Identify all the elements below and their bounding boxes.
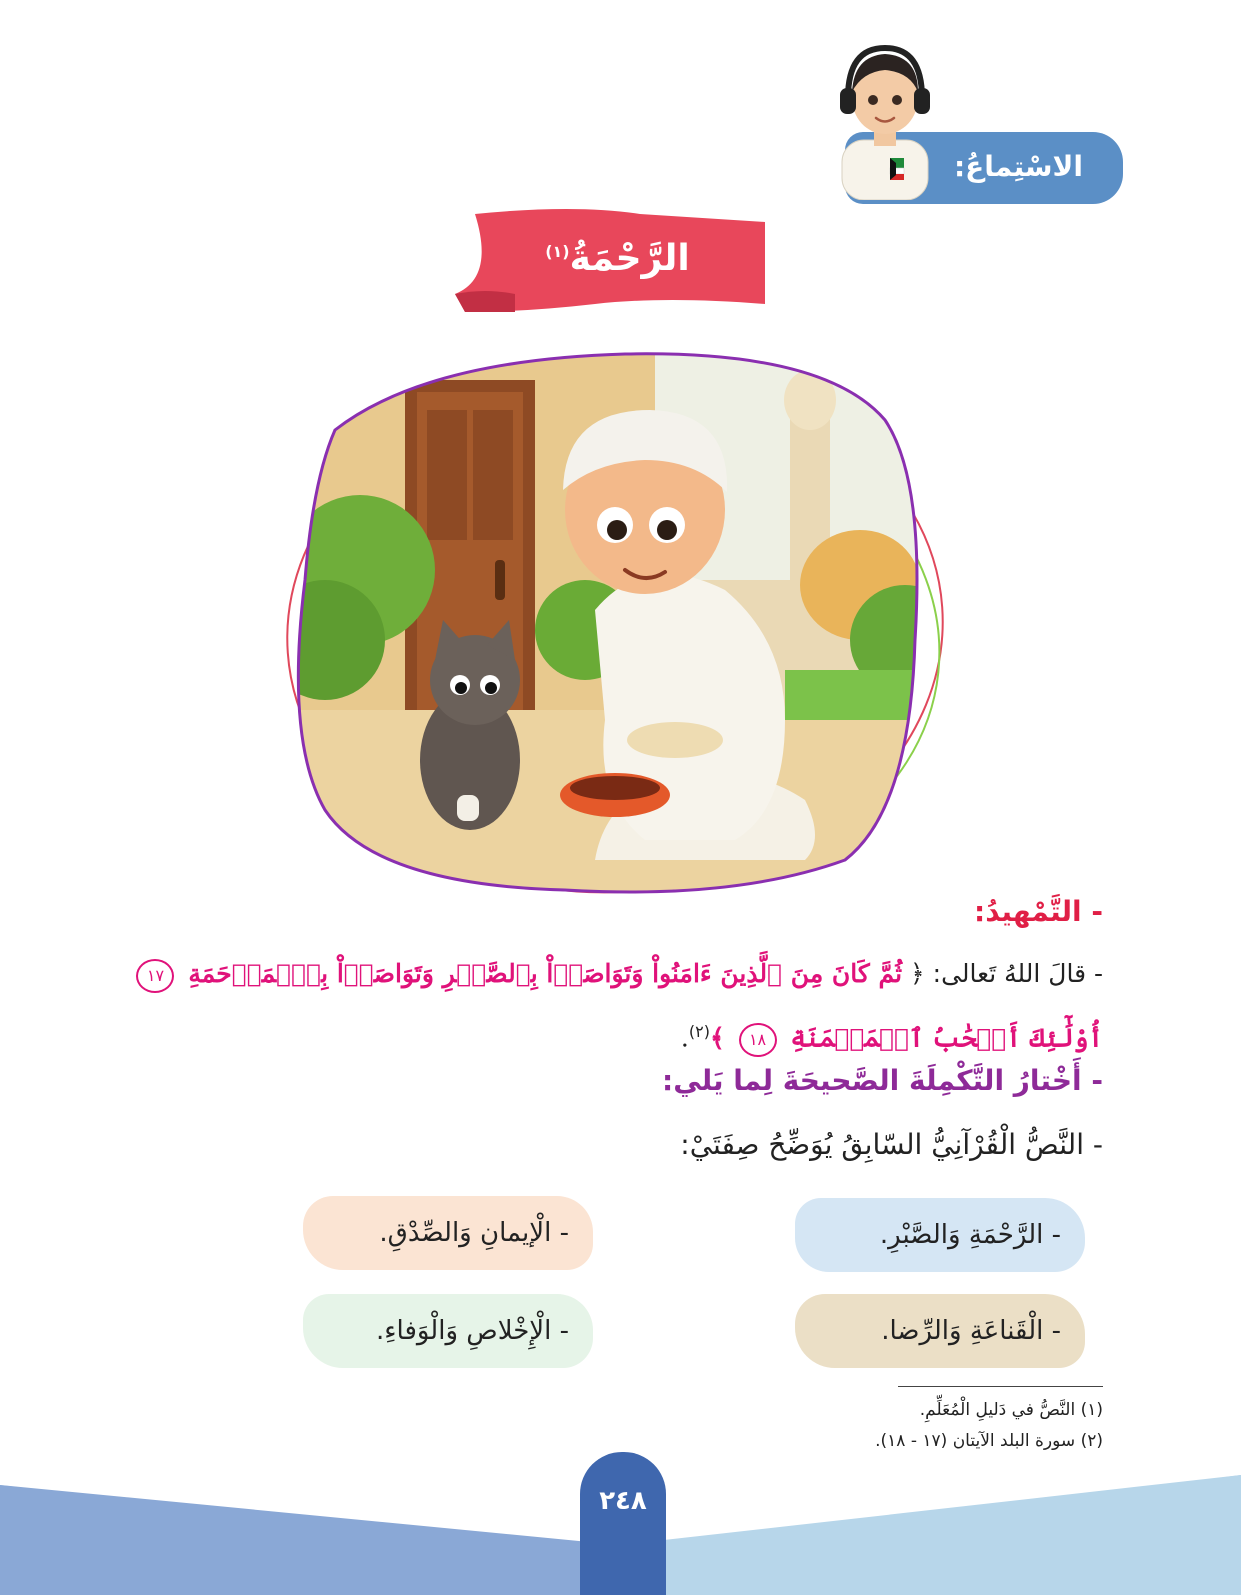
ayah-marker-17: ١٧: [136, 959, 174, 993]
intro-heading: - التَّمْهيدُ:: [974, 895, 1103, 928]
page-number: ٢٤٨: [599, 1486, 647, 1516]
verse-part-1: ثُمَّ كَانَ مِنَ ٱلَّذِينَ ءَامَنُواْ وَتَوَاصَوۡاْ بِٱلصَّبۡرِ وَتَوَاصَوۡاْ بِٱلۡمَرۡحَمَةِ: [188, 959, 903, 988]
section-label: الاسْتِماعُ:: [953, 150, 1083, 183]
verse-close: ﴾: [709, 1023, 725, 1053]
lesson-title: [470, 238, 765, 279]
answer-option-3[interactable]: - الْقَناعَةِ وَالرِّضا.: [795, 1294, 1085, 1368]
answer-option-4[interactable]: - الْإِخْلاصِ وَالْوَفاءِ.: [303, 1294, 593, 1368]
footnote-1: (١) النَّصُّ في دَليلِ الْمُعَلِّمِ.: [919, 1400, 1103, 1420]
footnote-divider: [898, 1386, 1103, 1387]
boy-with-headphones-icon: [830, 40, 940, 200]
quran-verse: [93, 945, 1103, 1067]
answer-option-2[interactable]: - الْإيمانِ وَالصِّدْقِ.: [303, 1196, 593, 1270]
boy-feeding-cat-illustration: [265, 340, 965, 920]
verse-part-2: أُوْلَٰٓئِكَ أَصۡحَٰبُ ٱلۡمَيۡمَنَةِ: [790, 1023, 1103, 1053]
verse-intro: - قالَ اللهُ تَعالى: ﴿: [910, 959, 1103, 988]
page-number-tab: [580, 1452, 666, 1595]
verse-footnote-ref: (٢): [688, 1022, 710, 1041]
ayah-marker-18: ١٨: [739, 1023, 777, 1057]
exercise-question: - النَّصُّ الْقُرْآنِيُّ السّابِقُ يُوَضِّحُ صِفَتَيْ:: [680, 1128, 1103, 1161]
footnote-2: (٢) سورة البلد الآيتان (١٧ - ١٨).: [875, 1431, 1103, 1451]
exercise-instruction: - أَخْتارُ التَّكْمِلَةَ الصَّحيحَةَ لِما يَلي:: [662, 1064, 1103, 1097]
lesson-title-note: (١): [545, 242, 570, 261]
answer-option-1[interactable]: - الرَّحْمَةِ وَالصَّبْرِ.: [795, 1198, 1085, 1272]
verse-end: .: [680, 1023, 689, 1053]
lesson-title-text: الرَّحْمَةُ: [569, 238, 690, 279]
